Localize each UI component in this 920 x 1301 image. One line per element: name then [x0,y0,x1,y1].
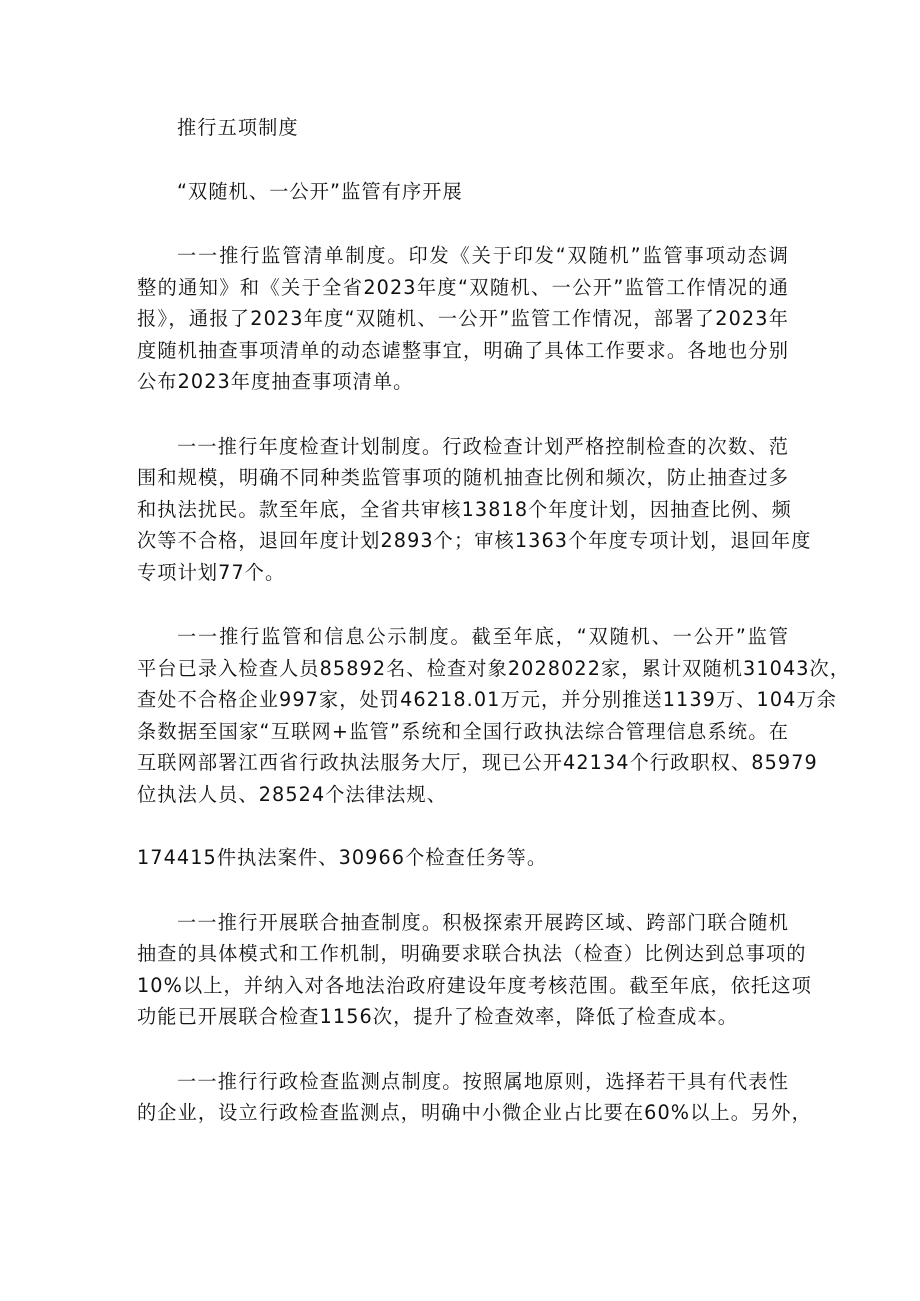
paragraph-line: 围和规模，明确不同种类监管事项的随机抽查比例和频次，防止抽查过多 [137,466,789,489]
paragraph-line: 位执法人员、28524个法律法规、 [137,782,447,806]
paragraph-line: 次等不合格，退回年度计划2893个；审核1363个年度专项计划，退回年度 [137,529,812,552]
section-heading: 推行五项制度 [177,116,299,139]
paragraph-line: 整的通知》和《关于全省2023年度“双随机、一公开”监管工作情况的通 [137,275,789,299]
paragraph-line: 一一推行年度检查计划制度。行政检查计划严格控制检查的次数、范 [177,434,789,458]
paragraph-line: 公布2023年度抽查事项清单。 [137,370,414,393]
paragraph-monitoring-points [137,1066,812,1129]
paragraph-line: 10%以上，并纳入对各地法治政府建设年度考核范围。截至年底，依托这项 [137,973,812,997]
paragraph-info-disclosure [137,621,851,810]
paragraph-annual-plan [137,431,812,589]
paragraph-line: 一一推行行政检查监测点制度。按照属地原则，选择若干具有代表性 [177,1069,789,1093]
document-body [137,112,851,1129]
paragraph-line: 平台已录入检查人员85892名、检查对象2028022家，累计双随机31043次， [137,656,851,680]
paragraph-line: 度随机抽查事项清单的动态谑整事宜，明确了具体工作要求。各地也分别 [137,338,789,362]
paragraph-line: 查处不合格企业997家，处罚46218.01万元，并分别推送1139万、104万余 [137,688,838,711]
paragraph-line: 和执法扰民。款至年底，全省共审核13818个年度计划，因抽查比例、频 [137,497,792,521]
paragraph-line: 的企业，设立行政检查监测点，明确中小微企业占比要在60%以上。另外， [137,1101,812,1124]
paragraph-line: 互联网部署江西省行政执法服务大厅，现已公开42134个行政职权、85979 [137,751,818,774]
paragraph-line: 功能已开展联合检查1156次，提升了检查效率，降低了检查成本。 [137,1005,738,1028]
paragraph-line: 174415件执法案件、30966个检查任务等。 [137,846,548,869]
paragraph-line: 一一推行监管清单制度。印发《关于印发“双随机”监管事项动态调 [177,244,789,267]
section-subheading: “双随机、一公开”监管有序开展 [177,179,463,203]
paragraph-line: 一一推行监管和信息公示制度。截至年底，“双随机、一公开”监管 [177,625,789,648]
paragraph-line: 一一推行开展联合抽查制度。积极探索开展跨区域、跨部门联合随机 [177,910,789,934]
paragraph-line: 抽查的具体模式和工作机制，明确要求联合执法（检查）比例达到总事项的 [137,942,807,965]
paragraph-joint-inspection [137,907,812,1033]
paragraph-supervision-list [137,240,789,398]
paragraph-line: 报》，通报了2023年度“双随机、一公开”监管工作情况，部署了2023年 [137,307,789,330]
paragraph-info-disclosure-continued [137,842,789,874]
paragraph-line: 专项计划77个。 [137,560,286,584]
paragraph-line: 条数据至国家“互联网+监管”系统和全国行政执法综合管理信息系统。在 [137,719,789,743]
